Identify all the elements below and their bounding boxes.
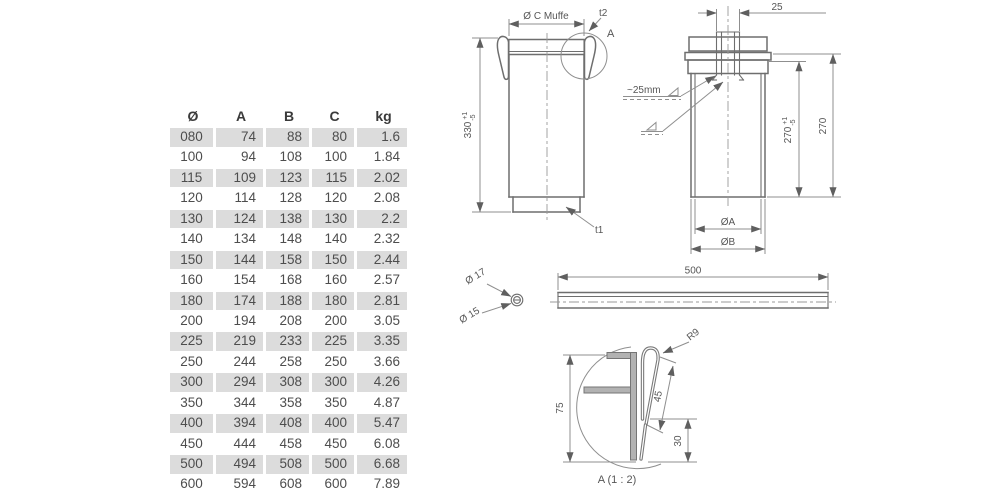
table-cell: 225 xyxy=(312,332,354,351)
table-cell: 500 xyxy=(170,455,213,474)
table-cell: 138 xyxy=(266,210,309,229)
table-cell: 88 xyxy=(266,128,309,147)
table-cell: 350 xyxy=(180,394,203,410)
table-header-cell: C xyxy=(329,107,340,124)
length-500-dimension xyxy=(558,266,828,291)
table-cell: 94 xyxy=(240,149,256,165)
table-cell: 294 xyxy=(216,373,263,392)
table-cell: 174 xyxy=(216,292,263,311)
table-cell: 308 xyxy=(266,373,309,392)
table-cell: 208 xyxy=(279,312,302,328)
pipe-wall-section xyxy=(584,387,634,393)
table-cell: 7.89 xyxy=(373,476,400,492)
table-cell: 458 xyxy=(279,435,302,451)
table-cell: 200 xyxy=(180,312,203,328)
table-cell: 394 xyxy=(216,414,263,433)
band-strip xyxy=(558,293,828,309)
table-cell: 140 xyxy=(324,231,347,247)
table-cell: 194 xyxy=(233,312,256,328)
table-cell: 2.32 xyxy=(373,231,400,247)
band-view-drawing xyxy=(550,266,836,309)
tab-width-label: 25 xyxy=(771,2,783,13)
pin-inner-diameter-label: Ø 15 xyxy=(457,305,482,327)
table-header-cell: A xyxy=(235,107,247,124)
table-cell: 168 xyxy=(279,272,302,288)
table-cell: 148 xyxy=(279,231,302,247)
table-cell: 120 xyxy=(324,190,347,206)
height-75-dimension xyxy=(555,355,636,462)
height-75-label: 75 xyxy=(555,402,566,414)
table-cell: 144 xyxy=(216,251,263,270)
table-cell: 128 xyxy=(279,190,302,206)
table-cell: 608 xyxy=(279,476,302,492)
table-cell: 6.08 xyxy=(373,435,400,451)
table-cell: 4.26 xyxy=(357,373,407,392)
rolled-edge-right xyxy=(585,36,596,79)
table-cell: 400 xyxy=(170,414,213,433)
table-header-cell: kg xyxy=(375,107,392,124)
table-header-cell: B xyxy=(283,107,295,124)
table-header-cell: Ø xyxy=(187,107,199,124)
table-cell: 600 xyxy=(324,476,347,492)
table-cell: 80 xyxy=(312,128,354,147)
table-cell: 74 xyxy=(216,128,263,147)
table-cell: 300 xyxy=(170,373,213,392)
table-cell: 2.08 xyxy=(373,190,400,206)
table-cell: 080 xyxy=(170,128,213,147)
table-cell: 109 xyxy=(216,169,263,188)
table-cell: 233 xyxy=(266,332,309,351)
table-cell: 3.35 xyxy=(357,332,407,351)
pipe-body xyxy=(509,55,584,213)
rolled-edge-left xyxy=(497,36,508,79)
table-cell: 150 xyxy=(312,251,354,270)
table-cell: 225 xyxy=(170,332,213,351)
table-cell: 123 xyxy=(266,169,309,188)
table-cell: 508 xyxy=(266,455,309,474)
offset-30-label: 30 xyxy=(673,435,684,447)
length-270-tol-label: $270^{+1}-5$ xyxy=(782,116,797,144)
radius-r9-label: R9 xyxy=(685,326,702,344)
table-cell: 408 xyxy=(266,414,309,433)
table-cell: 2.81 xyxy=(357,292,407,311)
table-cell: 5.47 xyxy=(357,414,407,433)
table-cell: 2.57 xyxy=(373,272,400,288)
table-cell: 180 xyxy=(312,292,354,311)
table-cell: 450 xyxy=(324,435,347,451)
length-270-tol-dimension xyxy=(767,62,841,198)
table-cell: 130 xyxy=(170,210,213,229)
table-cell: 120 xyxy=(180,190,203,206)
table-cell: 115 xyxy=(170,169,213,188)
table-cell: 3.66 xyxy=(373,353,400,369)
table-cell: 200 xyxy=(324,312,347,328)
t2-label: t2 xyxy=(599,8,608,19)
table-cell: 140 xyxy=(180,231,203,247)
table-cell: 244 xyxy=(233,353,256,369)
t1-label: t1 xyxy=(595,225,604,236)
inner-diameter-label: ØA xyxy=(720,217,736,228)
table-cell: 400 xyxy=(312,414,354,433)
table-cell: 344 xyxy=(233,394,256,410)
detail-a-caption: A (1 : 2) xyxy=(597,474,637,486)
table-cell: 114 xyxy=(234,190,256,206)
table-cell: 180 xyxy=(170,292,213,311)
section-view-drawing xyxy=(623,2,841,254)
pin-outer-diameter-label: Ø 17 xyxy=(463,266,488,288)
table-cell: 358 xyxy=(279,394,302,410)
weld-callout-upper xyxy=(623,76,715,100)
table-cell: 350 xyxy=(324,394,347,410)
table-cell: 158 xyxy=(266,251,309,270)
table-cell: 219 xyxy=(216,332,263,351)
flare-45-label: 45 xyxy=(652,390,666,404)
front-view-drawing xyxy=(462,8,615,236)
table-cell: 108 xyxy=(279,149,302,165)
table-cell: 100 xyxy=(180,149,203,165)
rolled-edge-profile xyxy=(641,348,658,459)
table-cell: 100 xyxy=(324,149,347,165)
wall-thickness-t2-callout xyxy=(589,8,608,31)
height-330-dimension xyxy=(462,38,511,212)
band-length-label: 500 xyxy=(684,265,702,277)
table-cell: 258 xyxy=(279,353,302,369)
table-cell: 160 xyxy=(180,272,203,288)
tab-width-25-dimension xyxy=(698,2,826,31)
table-cell: 1.84 xyxy=(373,149,400,165)
table-cell: 4.87 xyxy=(373,394,400,410)
socket-band xyxy=(509,40,584,55)
table-cell: 188 xyxy=(266,292,309,311)
table-cell: 594 xyxy=(233,476,256,492)
detail-a-marker: A xyxy=(607,28,615,40)
socket-diameter-label: Ø C Muffe xyxy=(523,11,569,22)
wall-thickness-t1-callout xyxy=(566,207,604,236)
table-cell: 6.68 xyxy=(357,455,407,474)
table-cell: 500 xyxy=(312,455,354,474)
table-cell: 2.44 xyxy=(357,251,407,270)
table-cell: 250 xyxy=(324,353,347,369)
pin-detail-drawing xyxy=(458,266,523,326)
table-cell: 124 xyxy=(216,210,263,229)
radius-r9-callout xyxy=(663,326,702,353)
table-cell: 3.05 xyxy=(373,312,400,328)
socket-diameter-dimension xyxy=(509,11,584,36)
table-cell: 250 xyxy=(180,353,203,369)
table-cell: 2.02 xyxy=(357,169,407,188)
socket-wall-section xyxy=(607,353,634,359)
table-cell: 115 xyxy=(312,169,354,188)
table-cell: 300 xyxy=(312,373,354,392)
table-cell: 444 xyxy=(233,435,256,451)
height-330-label: $330^{+1}-5$ xyxy=(462,111,477,139)
vertical-wall-section xyxy=(631,353,637,461)
outer-diameter-label: ØB xyxy=(720,237,736,248)
table-cell: 130 xyxy=(312,210,354,229)
weld-note-label: ~25mm xyxy=(627,85,661,96)
table-cell: 450 xyxy=(180,435,203,451)
table-cell: 600 xyxy=(180,476,203,492)
table-cell: 494 xyxy=(216,455,263,474)
detail-a-drawing xyxy=(555,326,702,486)
table-cell: 2.2 xyxy=(357,210,407,229)
offset-30-dimension xyxy=(648,419,697,462)
length-270-label: 270 xyxy=(818,117,829,135)
table-cell: 160 xyxy=(324,272,347,288)
table-cell: 150 xyxy=(170,251,213,270)
table-cell: 1.6 xyxy=(357,128,407,147)
table-cell: 134 xyxy=(233,231,256,247)
table-cell: 154 xyxy=(233,272,256,288)
